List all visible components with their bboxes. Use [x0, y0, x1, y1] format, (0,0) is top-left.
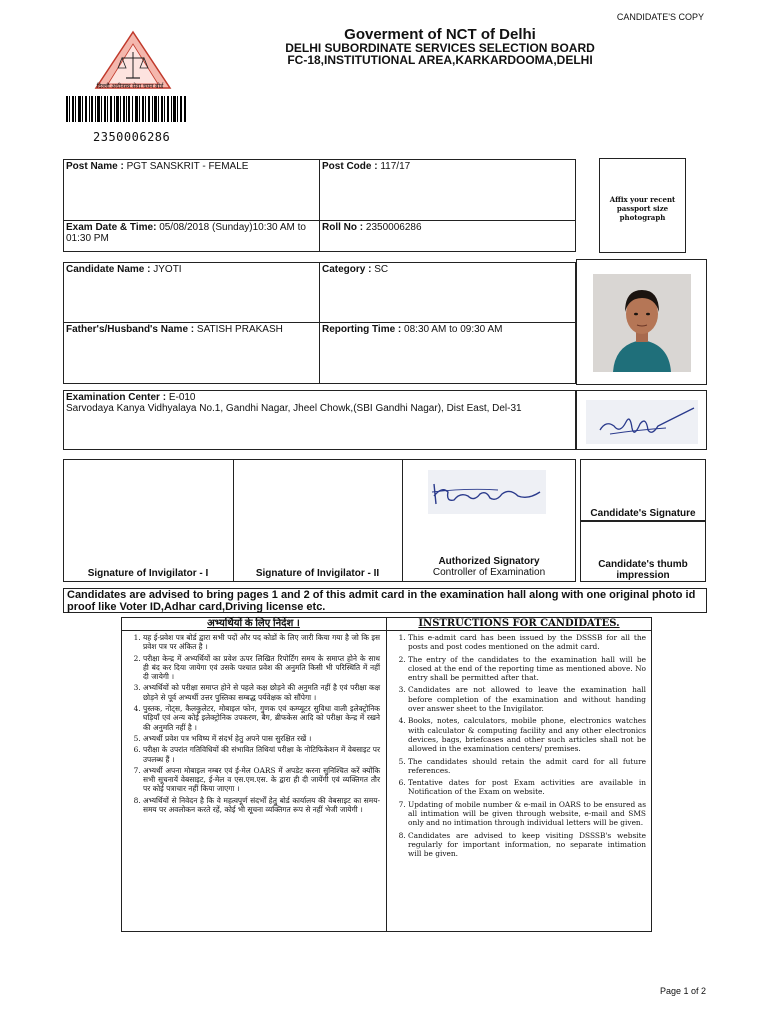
hindi-item: 1. यह ई-प्रवेश पत्र बोर्ड द्वारा सभी पदों और पद कोडों के लिए जारी किया गया है जो कि इस प्रवेश पत्र पर अंकित है । — [143, 633, 380, 652]
exam-date-label: Exam Date & Time: — [66, 222, 157, 233]
exam-center-address: Sarvodaya Kanya Vidhyalaya No.1, Gandhi Nagar, Jheel Chowk,(SBI Gandhi Nagar), Dist East, Del-31 — [66, 403, 522, 414]
hindi-item: 4. पुस्तक, नोट्स, कैलकुलेटर, मोबाइल फोन, गुणक एवं कम्प्यूटर सुविधा वाली इलेक्ट्रोनिक घड़ियाँ एवं अन्य कोई इलेक्ट्रोनिक उपकरण, बैग, ब्रीफकेस आदि को परीक्षा केन्द्र में रखने की अनुमति नहीं है । — [143, 704, 380, 732]
english-instructions — [386, 617, 652, 862]
controller-label: Controller of Examination — [432, 567, 546, 578]
english-item: 6. Tentative dates for post Exam activities are available in Notification of the Exam on website. — [408, 778, 646, 797]
photo-placeholder-text: Affix your recent passport size photograph — [609, 195, 676, 222]
page-number: Page 1 of 2 — [659, 986, 706, 996]
exam-center-code: E-010 — [168, 392, 196, 403]
barcode — [66, 96, 186, 122]
exam-date-cell — [63, 220, 319, 246]
category-label: Category : — [322, 264, 372, 275]
hindi-item: 5. अभ्यर्थी प्रवेश पत्र भविष्य में संदर्भ हेतु अपने पास सुरक्षित रखें । — [143, 734, 380, 743]
candidate-name-label: Candidate Name : — [66, 264, 151, 275]
hindi-item: 3. अभ्यर्थियों को परीक्षा समाप्त होने से पहले कक्ष छोड़ने की अनुमति नहीं है एवं परीक्षा कक्ष छोड़ने से पूर्व अभ्यर्थी उत्तर पुस्तिका सम्बद्ध पर्यवेक्षक को सौंपेगा । — [143, 683, 380, 702]
roll-no-cell — [319, 220, 576, 235]
authorized-signatory-signature — [428, 470, 546, 514]
english-item: 1. This e-admit card has been issued by the DSSSB for all the posts and post codes mentioned on the admit card. — [408, 633, 646, 652]
header-government: Goverment of NCT of Delhi — [344, 26, 536, 43]
reporting-time-cell — [319, 322, 576, 337]
invigilator-1-label: Signature of Invigilator - I — [87, 568, 209, 579]
invigilator-2-label: Signature of Invigilator - II — [255, 568, 380, 579]
roll-no-label: Roll No : — [322, 222, 364, 233]
exam-center-cell — [63, 390, 576, 416]
english-item: 8. Candidates are advised to keep visiting DSSSB's website regularly for important information, no separate intimation will be given. — [408, 831, 646, 859]
english-item: 3. Candidates are not allowed to leave the examination hall before completion of the examination and without handing over answer sheet to the Invigilator. — [408, 685, 646, 713]
hindi-instructions — [121, 617, 386, 816]
post-name-cell — [63, 159, 319, 174]
photo-placeholder-box — [599, 158, 686, 253]
sig-divider-1 — [233, 459, 234, 582]
father-name-cell — [63, 322, 319, 337]
copy-label: CANDIDATE'S COPY — [616, 12, 704, 22]
roll-no-value: 2350006286 — [365, 222, 422, 233]
thumb-impression-label: Candidate's thumb impression — [598, 559, 688, 581]
category-value: SC — [374, 264, 389, 275]
post-name-label: Post Name : — [66, 161, 124, 172]
english-instructions-title: INSTRUCTIONS FOR CANDIDATES. — [386, 617, 652, 631]
candidate-photo — [593, 274, 691, 372]
father-name-value: SATISH PRAKASH — [196, 324, 283, 335]
reporting-time-label: Reporting Time : — [322, 324, 402, 335]
advisory-notice: Candidates are advised to bring pages 1 and 2 of this admit card in the examination hall along with one original photo id proof like Voter ID,Adhar card,Driving license etc. — [63, 588, 707, 613]
exam-center-label: Examination Center : — [66, 392, 167, 403]
candidate-name-value: JYOTI — [153, 264, 182, 275]
english-item: 7. Updating of mobile number & e-mail in OARS to be ensured as all intimation will be given through website, e-mail and SMS only and no intimation through individual letters will be given. — [408, 800, 646, 828]
hindi-item: 8. अभ्यर्थियों से निवेदन है कि वे महत्वपूर्ण संदर्भों हेतु बोर्ड कार्यालय की वेबसाइट का समय-समय पर अवलोकन करते रहें, कोई भी सूचना व्यक्तिगत रूप से नहीं भेजी जायेगी । — [143, 796, 380, 815]
english-item: 5. The candidates should retain the admit card for all future references. — [408, 757, 646, 776]
header-board: DELHI SUBORDINATE SERVICES SELECTION BOARD — [285, 41, 595, 55]
english-item: 2. The entry of the candidates to the examination hall will be closed at the end of the reporting time as mentioned above. No entry shall be permitted after that. — [408, 655, 646, 683]
post-code-cell — [319, 159, 576, 174]
english-item: 4. Books, notes, calculators, mobile phone, electronics watches with calculator & computing facility and any other electronics devices, bags, briefcases and other such articles shall not be allowed in the examination centers/ premises. — [408, 716, 646, 753]
hindi-instructions-title: अभ्यर्थियों के लिए निर्देश । — [121, 617, 386, 631]
candidate-signature-image — [586, 400, 698, 444]
hindi-item: 7. अभ्यर्थी अपना मोबाइल नम्बर एवं ई-मेल OARS में अपडेट करना सुनिश्चित करें क्योंकि सभी सूचनायें वेबसाइट, ई-मेल व एस.एम.एस. के द्वारा ही दी जायेंगी एवं व्यक्तिगत तौर पर कोई पत्राचार नहीं किया जाएगा । — [143, 766, 380, 794]
candidate-name-cell — [63, 262, 319, 277]
hindi-item: 6. परीक्षा के उपरांत गतिविधियों की संभावित तिथियां परीक्षा के नोटिफिकेशन में वेबसाइट पर उपलब्ध हैं । — [143, 745, 380, 764]
exam-date-value: 05/08/2018 (Sunday)10:30 AM to 01:30 PM — [66, 222, 306, 244]
category-cell — [319, 262, 576, 277]
header-address: FC-18,INSTITUTIONAL AREA,KARKARDOOMA,DELHI — [287, 53, 593, 67]
logo-subtitle: दिल्ली अधीनस्थ सेवा चयन बोर्ड — [96, 84, 164, 90]
candidate-signature-label: Candidate's Signature — [590, 508, 696, 519]
barcode-number: 2350006286 — [93, 130, 171, 144]
father-name-label: Father's/Husband's Name : — [66, 324, 195, 335]
post-name-value: PGT SANSKRIT - FEMALE — [126, 161, 249, 172]
post-code-value: 117/17 — [380, 161, 411, 172]
hindi-item: 2. परीक्षा केन्द्र में अभ्यर्थियों का प्रवेश ऊपर लिखित रिपोर्टिंग समय के समाप्त होने के साथ ही बंद कर दिया जायेगा एवं उसके पश्चात प्रवेश की अनुमति किसी भी परिस्थिति में नहीं दी जायेगी । — [143, 654, 380, 682]
authorized-signatory-label: Authorized Signatory — [438, 556, 540, 567]
reporting-time-value: 08:30 AM to 09:30 AM — [404, 324, 503, 335]
post-code-label: Post Code : — [322, 161, 378, 172]
